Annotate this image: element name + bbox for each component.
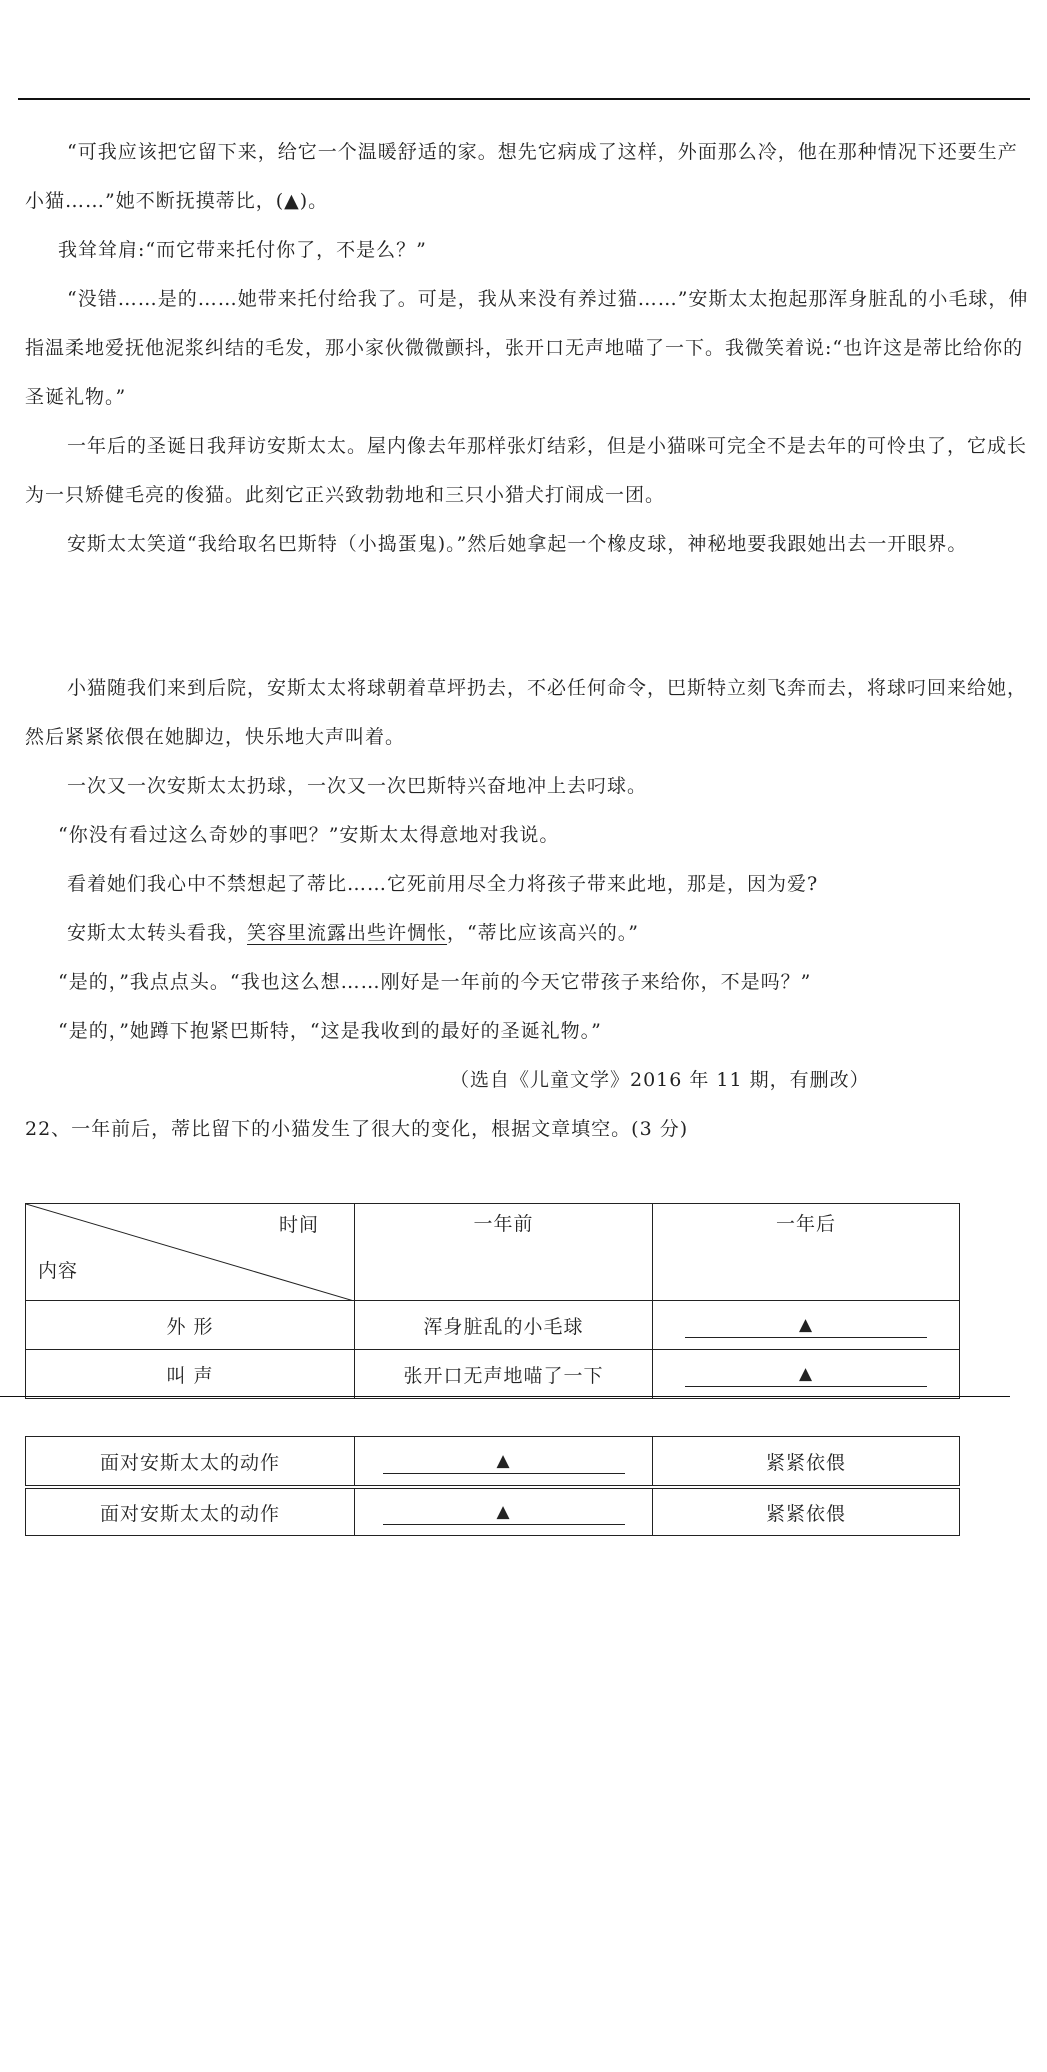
paragraph-10-start: 安斯太太转头看我， <box>67 922 248 944</box>
row-after-cell <box>653 1301 960 1350</box>
top-rule <box>18 98 1030 100</box>
answer-blank[interactable]: ▲ <box>685 1362 927 1387</box>
row-before-value: 浑身脏乱的小毛球 <box>355 1301 653 1350</box>
table-row-action <box>26 1489 960 1536</box>
row-label: 叫 声 <box>26 1350 355 1399</box>
answer-blank[interactable]: ▲ <box>383 1500 625 1525</box>
paragraph-1: “可我应该把它留下来，给它一个温暖舒适的家。想先它病成了这样，外面那么冷，他在那种情况下还要生产小猫……”她不断抚摸蒂比，(▲)。 <box>25 141 1018 212</box>
paragraph-4: 一年后的圣诞日我拜访安斯太太。屋内像去年那样张灯结彩，但是小猫咪可完全不是去年的可怜虫了，它成长为一只矫健毛亮的俊猫。此刻它正兴致勃勃地和三只小猎犬打闹成一团。 <box>25 435 1028 506</box>
answer-blank[interactable]: ▲ <box>685 1313 927 1338</box>
paragraph-9: 看着她们我心中不禁想起了蒂比……它死前用尽全力将孩子带来此地，那是，因为爱? <box>67 873 819 895</box>
header-content-label: 内容 <box>38 1260 79 1282</box>
answer-table <box>25 1203 960 1399</box>
table-row-sound <box>26 1350 960 1399</box>
table-row-appearance <box>26 1301 960 1350</box>
header-time-label: 时间 <box>278 1214 319 1236</box>
paragraph-5: 安斯太太笑道“我给取名巴斯特（小捣蛋鬼)。”然后她拿起一个橡皮球，神秘地要我跟她出去一开眼界。 <box>67 533 968 555</box>
paragraph-7: 一次又一次安斯太太扔球，一次又一次巴斯特兴奋地冲上去叼球。 <box>67 775 648 797</box>
paragraph-3: “没错……是的……她带来托付给我了。可是，我从来没有养过猫……”安斯太太抱起那浑身脏乱的小毛球，伸指温柔地爱抚他泥浆纠结的毛发，那小家伙微微颤抖，张开口无声地喵了一下。我微笑着说:“也许这是蒂比给你的圣诞礼物。” <box>25 288 1029 408</box>
row-label: 面对安斯太太的动作 <box>26 1437 355 1486</box>
row-after-cell <box>653 1350 960 1399</box>
header-after: 一年后 <box>653 1204 960 1301</box>
page-break-rule <box>0 1396 1010 1397</box>
row-label: 面对安斯太太的动作 <box>26 1489 355 1536</box>
paragraph-12: “是的，”她蹲下抱紧巴斯特，“这是我收到的最好的圣诞礼物。” <box>58 1020 602 1042</box>
row-after-value: 紧紧依偎 <box>653 1489 960 1536</box>
paragraph-6: 小猫随我们来到后院，安斯太太将球朝着草坪扔去，不必任何命令，巴斯特立刻飞奔而去，将球叼回来给她，然后紧紧依偎在她脚边，快乐地大声叫着。 <box>25 677 1028 748</box>
table-row-action <box>26 1437 960 1486</box>
question-22: 22、一年前后，蒂比留下的小猫发生了很大的变化，根据文章填空。(3 分) <box>25 1118 689 1140</box>
answer-blank[interactable]: ▲ <box>383 1449 625 1474</box>
action-table-2 <box>25 1488 960 1536</box>
diagonal-header-cell <box>26 1204 355 1301</box>
row-before-value: 张开口无声地喵了一下 <box>355 1350 653 1399</box>
source-citation: （选自《儿童文学》2016 年 11 期，有删改） <box>450 1069 870 1091</box>
paragraph-8: “你没有看过这么奇妙的事吧？”安斯太太得意地对我说。 <box>58 824 560 846</box>
underlined-phrase: 笑容里流露出些许惆怅 <box>247 922 448 944</box>
paragraph-2: 我耸耸肩:“而它带来托付你了，不是么？” <box>58 239 427 261</box>
row-after-value: 紧紧依偎 <box>653 1437 960 1486</box>
action-table-1 <box>25 1436 960 1486</box>
row-label: 外 形 <box>26 1301 355 1350</box>
row-before-cell <box>355 1437 653 1486</box>
paragraph-10-end: ，“蒂比应该高兴的。” <box>447 922 639 944</box>
paragraph-11: “是的，”我点点头。“我也这么想……刚好是一年前的今天它带孩子来给你，不是吗？” <box>58 971 812 993</box>
row-before-cell <box>355 1489 653 1536</box>
paragraph-10 <box>25 909 1035 958</box>
header-before: 一年前 <box>355 1204 653 1301</box>
